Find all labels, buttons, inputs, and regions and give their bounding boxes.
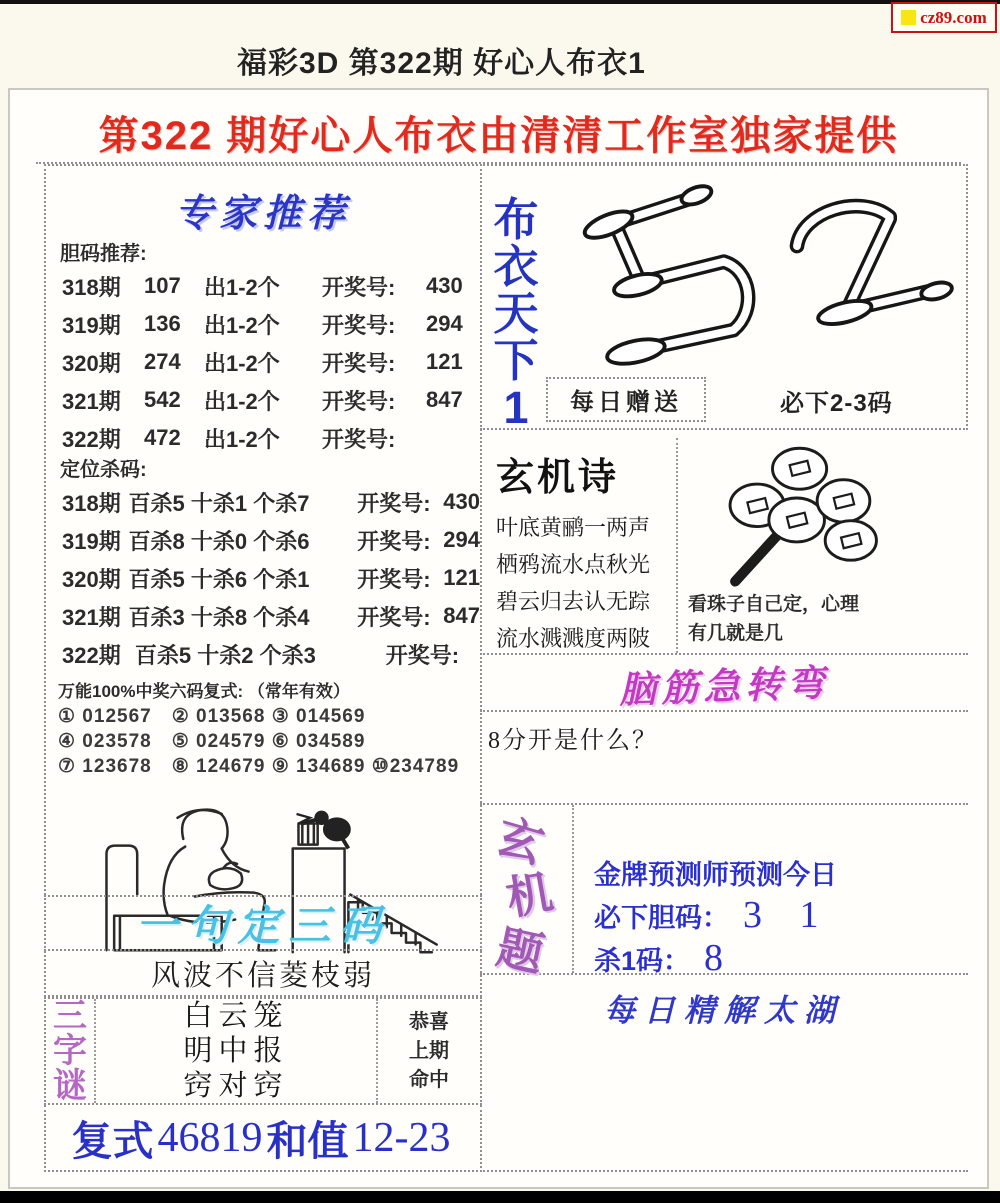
shama-row [46,483,480,521]
must-down-danma-value: 3 1 [743,894,833,936]
bottom-black-bar [0,1191,1000,1203]
poem-line: 栖鸦流水点秋光 [496,552,651,577]
riddle-char: 三 [53,996,87,1035]
draw-label: 开奖号: [322,388,396,414]
kill-numbers: 百杀5 十杀1 个杀7 [128,490,310,516]
draw-label: 开奖号: [322,274,396,300]
draw-result: 294 [443,527,480,552]
brain-teaser-box [480,656,968,712]
issue-label: 320期 [62,566,121,592]
coins-sketch [694,438,952,588]
mystery-topic-box [480,803,968,982]
draw-result: 294 [426,311,463,336]
draw-label: 开奖号: [357,604,431,630]
page-title: 福彩3D 第322期 好心人布衣1 [237,47,646,80]
draw-result: 847 [426,387,463,412]
danma-row [46,267,480,305]
coin-sketch-area [678,438,968,653]
xuanjiti-char: 玄 [490,809,550,873]
buyi-char: 衣 [493,241,539,292]
yellow-square-icon [901,10,916,25]
hit-count: 出1-2个 [204,426,280,452]
draw-label: 开奖号: [322,350,396,376]
poem-line: 碧云归去认无踪 [496,589,651,614]
one-phrase-title: 一句定三码 [135,902,391,949]
must-down-label: 必下2-3码 [780,390,893,417]
draw-label: 开奖号: [357,566,431,592]
sheet-body [8,88,989,1189]
pick-numbers: 542 [144,387,181,412]
riddle-line: 白云笼 [183,999,289,1032]
number-52-sketch [550,168,960,373]
xuanjiti-char: 题 [492,920,549,982]
issue-label: 322期 [62,642,121,668]
duplex-label: 复式 [71,1118,154,1164]
hit-count: 出1-2个 [204,388,280,414]
duplex-line: ① 012567 ② 013568 ③ 014569 [58,706,366,727]
shama-row [46,559,480,597]
shama-row [46,597,480,635]
riddle-line: 窍对窍 [183,1069,289,1102]
congrats-line: 恭喜 [409,1010,449,1033]
duplex-line: ④ 023578 ⑤ 024579 ⑥ 034589 [58,731,366,752]
three-char-riddle-label [46,996,94,1105]
draw-result: 847 [443,603,480,628]
coin-note-line: 有几就是几 [688,623,784,644]
issue-label: 321期 [62,388,121,414]
congrats-box [376,999,480,1103]
pick-numbers: 136 [144,311,181,336]
congrats-line: 上期 [409,1039,449,1062]
mystery-topic-vertical-title [480,805,574,982]
coin-note-line: 看珠子自己定，心理 [688,594,860,615]
shama-row [46,635,480,673]
kill-one-line [594,938,968,981]
kill-numbers: 百杀5 十杀6 个杀1 [128,566,310,592]
poem-line: 叶底黄鹂一两声 [496,515,651,540]
mystery-poem-title: 玄机诗 [496,457,620,499]
sum-label: 和值 [266,1118,349,1164]
draw-label: 开奖号: [322,426,396,452]
provider-banner: 第322 期好心人布衣由清清工作室独家提供 [98,114,899,158]
daily-gift-label: 每日赠送 [546,377,706,422]
gold-prediction [574,805,968,979]
top-black-bar [0,0,1000,4]
draw-label: 开奖号: [385,642,460,668]
hit-count: 出1-2个 [204,274,280,300]
congrats-line: 命中 [409,1068,449,1091]
coin-note [688,590,859,648]
issue-label: 318期 [62,490,121,516]
one-phrase-box [44,895,482,951]
xuanjiti-char: 机 [502,865,557,925]
riddle-lines [94,999,376,1103]
hit-count: 出1-2个 [204,312,280,338]
mystery-poem-box [480,438,968,655]
shama-row [46,521,480,559]
buyi-tianxia-vertical-title [490,196,542,431]
danma-row [46,305,480,343]
buyi-char: 布 [493,194,539,245]
duplex-title: 万能100%中奖六码复式: （常年有效） [58,682,350,701]
duplex-sum-line [44,1105,482,1172]
issue-label: 319期 [62,528,121,554]
draw-label: 开奖号: [357,528,431,554]
issue-label: 318期 [62,274,121,300]
buyi-char: 下 [493,335,539,386]
buyi-char: 天 [493,288,539,339]
must-down-danma-line [594,895,968,938]
riddle-char: 谜 [53,1066,87,1105]
kill-numbers: 百杀5 十杀2 个杀3 [134,642,316,668]
must-down-danma-label: 必下胆码： [594,903,729,933]
site-badge[interactable] [891,2,997,33]
kill-one-value: 8 [704,937,738,979]
daily-taihu-line: 每日精解太湖 [604,993,844,1028]
issue-label: 319期 [62,312,121,338]
three-char-riddle-box [44,997,482,1105]
pick-numbers: 274 [144,349,181,374]
draw-label: 开奖号: [322,312,396,338]
pick-numbers: 472 [144,425,181,450]
kill-numbers: 百杀3 十杀8 个杀4 [128,604,310,630]
danma-row [46,343,480,381]
draw-result: 430 [443,489,480,514]
draw-result: 121 [426,349,463,374]
bottom-divider [480,1170,968,1172]
duplex-value: 46819 [157,1114,263,1161]
draw-result: 430 [426,273,463,298]
shama-section-title: 定位杀码: [60,459,147,481]
brain-teaser-title: 脑筋急转弯 [618,662,830,711]
gold-prediction-title: 金牌预测师预测今日 [594,860,837,890]
issue-label: 322期 [62,426,121,452]
expert-title: 专家推荐 [174,193,351,235]
hit-count: 出1-2个 [204,350,280,376]
draw-label: 开奖号: [357,490,431,516]
expert-recommendation-box [44,164,482,895]
duplex-line: ⑦ 123678 ⑧ 124679 ⑨ 134689 ⑩234789 [58,756,460,777]
danma-row [46,419,480,457]
issue-label: 320期 [62,350,121,376]
one-phrase-text: 风波不信菱枝弱 [44,951,482,997]
mystery-poem [480,438,678,653]
buyi-char: 1 [503,382,529,433]
danma-row [46,381,480,419]
brain-teaser-question: 8分开是什么？ [488,728,658,754]
site-badge-label: cz89.com [920,7,987,27]
poem-line: 流水溅溅度两陂 [496,626,651,651]
sum-value: 12-23 [352,1114,451,1161]
kill-one-label: 杀1码： [594,946,691,976]
buyi-tianxia-box [480,164,968,433]
riddle-char: 字 [53,1031,87,1070]
issue-label: 321期 [62,604,121,630]
draw-result: 121 [443,565,480,590]
pick-numbers: 107 [144,273,181,298]
kill-numbers: 百杀8 十杀0 个杀6 [128,528,310,554]
riddle-line: 明中报 [183,1034,289,1067]
danma-section-title: 胆码推荐: [60,243,147,265]
